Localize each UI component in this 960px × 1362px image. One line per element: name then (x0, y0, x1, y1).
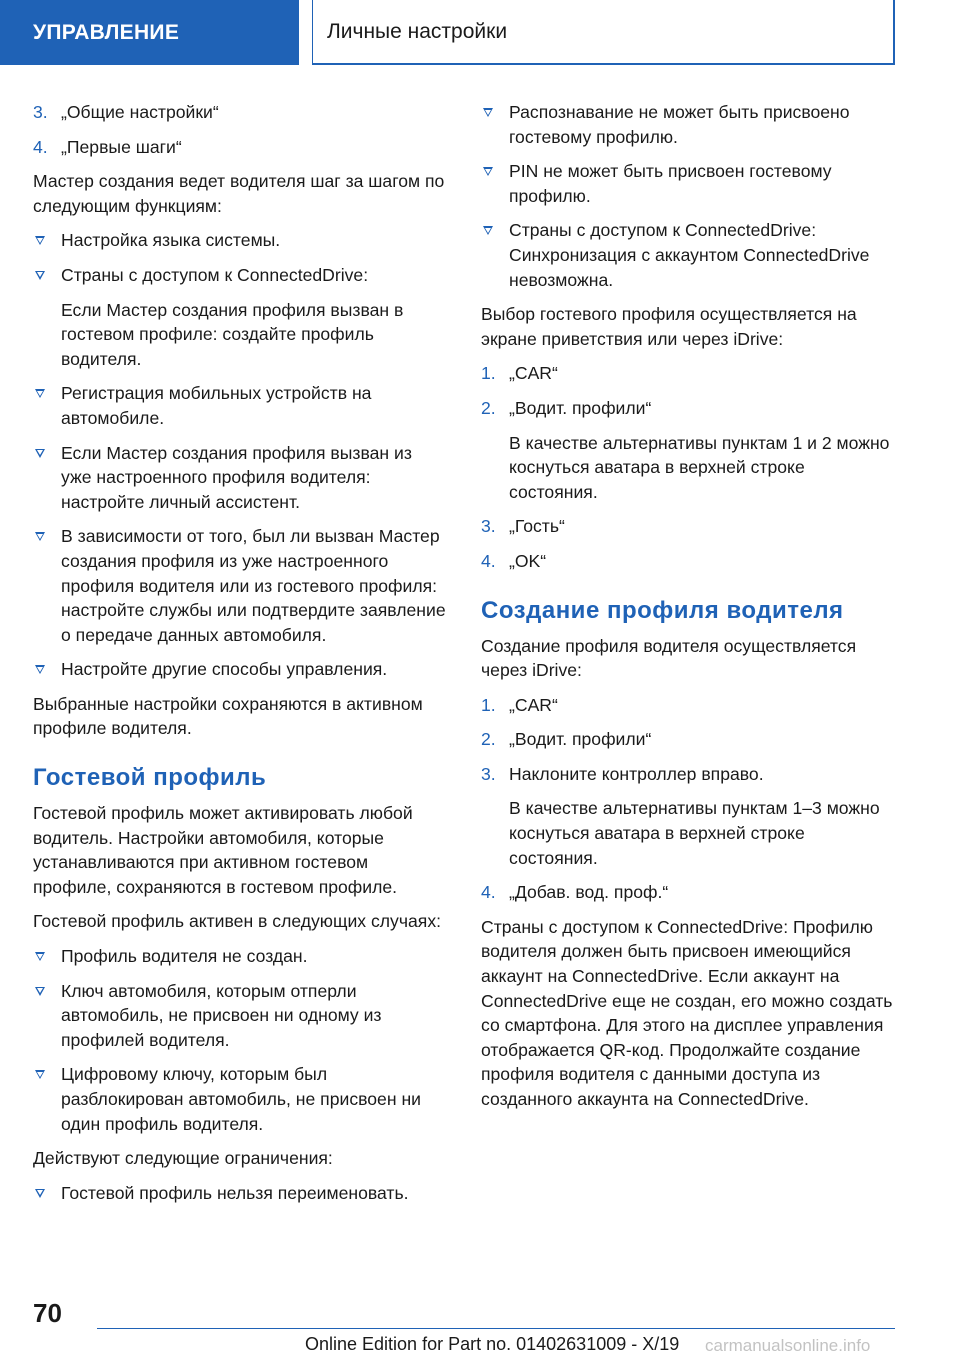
step-subtext: В качестве альтернативы пунктам 1 и 2 можно коснуться аватара в верхней строке состояния. (509, 432, 890, 502)
step-text: „Общие настройки“ (61, 102, 219, 122)
section-tab: УПРАВЛЕНИЕ (0, 0, 299, 65)
triangle-bullet-icon (35, 389, 45, 398)
list-item (481, 693, 895, 718)
triangle-bullet-icon (35, 1189, 45, 1198)
bullet-text: Если Мастер создания профиля вызван из уже настроенного профиля водителя: настройте личный ассистент. (61, 442, 412, 512)
chapter-title: Личные настройки (312, 0, 895, 65)
step-text: „Первые шаги“ (61, 136, 182, 157)
step-text: „CAR“ (509, 694, 558, 715)
list-item (481, 396, 895, 421)
step-text: „Водит. профили“ (509, 397, 652, 418)
bullet-item (33, 1181, 447, 1206)
left-column (33, 100, 447, 1215)
footer-divider (97, 1328, 895, 1329)
bullet-item (481, 100, 895, 149)
bullet-text: Страны с доступом к ConnectedDrive: (61, 264, 369, 285)
triangle-bullet-icon (35, 665, 45, 674)
list-item (481, 549, 895, 574)
step-subtext: В качестве альтернативы пунктам 1–3 можно коснуться аватара в верхней строке состояния. (509, 798, 880, 868)
step-number: 4. (33, 136, 48, 157)
bullet-text: Регистрация мобильных устройств на автомобиле. (61, 383, 372, 428)
bullet-text: В зависимости от того, был ли вызван Мастер создания профиля из уже настроенного профиля водителя или из гостевого профиля: настройте службы или подтвердите заявление о передаче данных автомобиля. (61, 526, 446, 645)
step-number: 4. (481, 882, 496, 903)
page-number: 70 (33, 1298, 62, 1328)
paragraph: Выбранные настройки сохраняются в активном профиле водителя. (33, 693, 423, 739)
bullet-item (481, 218, 895, 292)
bullet-subtext: Если Мастер создания профиля вызван в гостевом профиле: создайте профиль водителя. (61, 299, 404, 369)
paragraph: Гостевой профиль активен в следующих случаях: (33, 911, 442, 932)
step-text: „Гость“ (509, 516, 565, 537)
triangle-bullet-icon (35, 271, 45, 280)
bullet-text: Цифровому ключу, которым был разблокирован автомобиль, не присвоен ни один профиль водителя. (61, 1064, 421, 1134)
bullet-item (33, 263, 447, 288)
paragraph: Создание профиля водителя осуществляется через iDrive: (481, 635, 857, 681)
list-item (33, 135, 447, 160)
paragraph: Выбор гостевого профиля осуществляется на экране приветствия или через iDrive: (481, 304, 857, 349)
paragraph: Страны с доступом к ConnectedDrive: Профилю водителя должен быть присвоен имеющийся аккаунт на ConnectedDrive. Если аккаунт на ConnectedDrive еще не создан, его можно создать со смартфона. Для этого на дисплее управления отображается QR-код. Продолжайте создание профиля водителя с данными доступа из созданного аккаунта на ConnectedDrive. (481, 916, 893, 1109)
bullet-text: Распознавание не может быть присвоено гостевому профилю. (509, 102, 850, 147)
triangle-bullet-icon (483, 167, 493, 176)
list-item (481, 361, 895, 386)
bullet-item (33, 524, 447, 647)
triangle-bullet-icon (35, 236, 45, 245)
bullet-item (33, 944, 447, 969)
step-text: „OK“ (509, 550, 547, 571)
step-number: 3. (481, 516, 496, 537)
list-item (481, 880, 895, 905)
triangle-bullet-icon (35, 952, 45, 961)
step-text: „Добав. вод. проф.“ (509, 882, 669, 903)
triangle-bullet-icon (483, 108, 493, 117)
step-text: „Водит. профили“ (509, 729, 652, 750)
bullet-text: Профиль водителя не создан. (61, 946, 308, 967)
list-item (481, 727, 895, 752)
bullet-text: Ключ автомобиля, которым отперли автомобиль, не присвоен ни одному из профилей водителя. (61, 980, 382, 1050)
bullet-text: Настройка языка системы. (61, 230, 281, 251)
bullet-text: Настройте другие способы управления. (61, 659, 388, 680)
paragraph: Действуют следующие ограничения: (33, 1148, 333, 1169)
triangle-bullet-icon (35, 532, 45, 541)
bullet-item (33, 441, 447, 515)
step-number: 1. (481, 694, 496, 715)
list-item (481, 762, 895, 787)
triangle-bullet-icon (483, 226, 493, 235)
triangle-bullet-icon (35, 449, 45, 458)
paragraph: Гостевой профиль может активировать любой водитель. Настройки автомобиля, которые устанавливаются при активном гостевом профиле, сохраняются в гостевом профиле. (33, 803, 413, 897)
watermark: carmanualsonline.info (705, 1336, 871, 1355)
bullet-item (33, 381, 447, 430)
triangle-bullet-icon (35, 987, 45, 996)
step-number: 3. (481, 763, 496, 784)
triangle-bullet-icon (35, 1070, 45, 1079)
right-column (481, 100, 895, 1122)
bullet-text: Гостевой профиль нельзя переименовать. (61, 1182, 409, 1203)
paragraph: Мастер создания ведет водителя шаг за шагом по следующим функциям: (33, 171, 445, 216)
bullet-item (33, 1062, 447, 1136)
step-number: 3. (33, 102, 48, 122)
step-number: 2. (481, 397, 496, 418)
step-number: 2. (481, 729, 496, 750)
bullet-item (481, 159, 895, 208)
step-text: „CAR“ (509, 363, 558, 384)
list-item (481, 514, 895, 539)
step-text: Наклоните контроллер вправо. (509, 763, 764, 784)
step-number: 4. (481, 550, 496, 571)
bullet-item (33, 979, 447, 1053)
edition-info: Online Edition for Part no. 01402631009 - X/19 (305, 1334, 680, 1354)
step-number: 1. (481, 363, 496, 384)
heading-create-profile: Создание профиля водителя (481, 596, 844, 624)
list-item (33, 100, 447, 125)
bullet-text: Страны с доступом к ConnectedDrive: Синхронизация с аккаунтом ConnectedDrive невозможна. (509, 220, 870, 290)
heading-guest-profile: Гостевой профиль (33, 764, 267, 792)
bullet-item (33, 657, 447, 682)
bullet-item (33, 228, 447, 253)
bullet-text: PIN не может быть присвоен гостевому профилю. (509, 161, 832, 206)
